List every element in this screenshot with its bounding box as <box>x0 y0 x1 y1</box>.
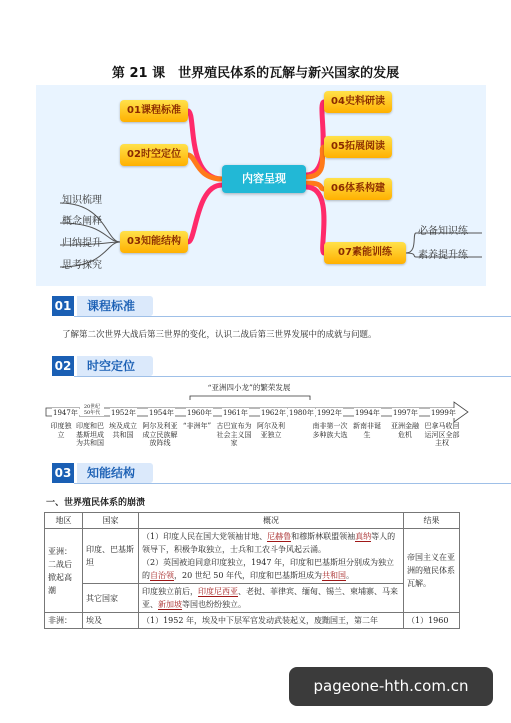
text-run: （2）英国被迫同意印度独立，1947 年，印度和巴基斯坦分别成为独立的自治领，20 世纪 50 年代，印度和巴基斯坦成为 <box>142 558 394 580</box>
text-run: 等国也纷纷独立。 <box>182 600 246 609</box>
table-cell-country: 其它国家 <box>83 584 139 613</box>
section-number: 03 <box>52 463 74 483</box>
section-label: 知能结构 <box>77 463 153 483</box>
node-extended-reading: 05拓展阅读 <box>324 136 392 158</box>
highlight-term: 印度尼西亚 <box>198 587 238 596</box>
section-rule <box>74 483 511 484</box>
node-knowledge-structure: 03知能结构 <box>120 231 188 253</box>
subheading: 一、世界殖民体系的崩溃 <box>46 498 146 508</box>
table-cell-country: 埃及 <box>83 613 139 629</box>
timeline-event: 亚洲金融危机 <box>391 422 419 439</box>
timeline-event: 新南非诞生 <box>353 422 381 439</box>
text-run: 和穆斯林联盟领袖 <box>291 532 356 541</box>
timeline-event: 阿尔及利亚成立民族解放阵线 <box>142 422 178 447</box>
mind-map <box>36 85 486 286</box>
leaf-inquiry: 思考探究 <box>62 260 102 271</box>
section-number: 02 <box>52 356 74 376</box>
text-run: 。 <box>346 571 354 580</box>
section-label: 课程标准 <box>77 296 153 316</box>
watermark: pageone-hth.com.cn <box>289 667 493 706</box>
timeline <box>40 382 480 462</box>
timeline-year: 1994年 <box>355 409 380 417</box>
highlight-term: 新加坡 <box>158 600 182 609</box>
leaf-knowledge-review: 知识梳理 <box>62 195 102 206</box>
curriculum-text: 了解第二次世界大战后第三世界的变化，认识二战后第三世界发展中的成就与问题。 <box>62 330 377 340</box>
node-literacy-training: 07素能训练 <box>324 242 406 264</box>
section-rule <box>74 316 511 317</box>
table-header: 结果 <box>404 513 460 529</box>
table-header: 地区 <box>45 513 83 529</box>
page-title: 第 21 课 世界殖民体系的瓦解与新兴国家的发展 <box>111 66 400 81</box>
timeline-event: 古巴宣布为社会主义国家 <box>216 422 252 447</box>
timeline-bracket-label: “亚洲四小龙”的繁荣发展 <box>207 383 291 392</box>
table-cell-region: 亚洲：二战后掀起高潮 <box>45 529 83 613</box>
leaf-literacy-practice: 素养提升练 <box>418 250 468 261</box>
timeline-year: 1997年 <box>393 409 418 417</box>
table-header-row <box>45 513 460 529</box>
section-rule <box>74 376 511 377</box>
timeline-year: 1992年 <box>317 409 342 417</box>
section-number: 01 <box>52 296 74 316</box>
node-timespace: 02时空定位 <box>120 144 188 166</box>
table-cell-region: 非洲： <box>45 613 83 629</box>
timeline-year: 1947年 <box>53 409 78 417</box>
timeline-event: “非洲年” <box>182 422 212 430</box>
timeline-event: 埃及成立共和国 <box>109 422 137 439</box>
highlight-term: 自治领 <box>150 571 174 580</box>
table-row <box>45 529 460 584</box>
highlight-term: 共和国 <box>322 571 346 580</box>
timeline-year: 20世纪50年代 <box>80 404 104 416</box>
text-run: 、老挝、菲律宾、缅甸、锡兰、柬埔寨、马来亚、 <box>142 587 398 609</box>
text-run: 印度独立前后， <box>142 587 198 596</box>
timeline-year: 1961年 <box>223 409 248 417</box>
table-cell-summary: （1）1952 年，埃及中下层军官发动武装起义，废黜国王，第二年 <box>139 613 404 629</box>
timeline-event: 阿尔及利亚独立 <box>257 422 285 439</box>
table-row <box>45 584 460 613</box>
timeline-year: 1980年 <box>289 409 314 417</box>
summary-paragraph <box>142 556 400 582</box>
table-cell-result: （1）1960 <box>404 613 460 629</box>
timeline-year: 1960年 <box>187 409 212 417</box>
table-header: 概况 <box>139 513 404 529</box>
leaf-essential-practice: 必备知识练 <box>418 226 468 237</box>
highlight-term: 尼赫鲁 <box>267 532 292 541</box>
table-cell-summary <box>139 584 404 613</box>
node-curriculum: 01课程标准 <box>120 100 188 122</box>
colonial-collapse-table <box>44 512 460 629</box>
timeline-event: 南非第一次多种族大选 <box>312 422 348 439</box>
table-cell-summary <box>139 529 404 584</box>
timeline-year: 1954年 <box>149 409 174 417</box>
timeline-year: 1999年 <box>431 409 456 417</box>
node-system-building: 06体系构建 <box>324 178 392 200</box>
timeline-event: 巴拿马收回运河区全部主权 <box>424 422 460 447</box>
text-run: 等人的领导下，积极争取独立，士兵和工农斗争风起云涌。 <box>142 532 396 554</box>
table-cell-result: 帝国主义在亚洲的殖民体系瓦解。 <box>404 529 460 613</box>
summary-paragraph <box>142 530 400 556</box>
table-cell-country: 印度、巴基斯坦 <box>83 529 139 584</box>
table-header: 国家 <box>83 513 139 529</box>
leaf-concept-explanation: 概念阐释 <box>62 216 102 227</box>
timeline-event: 印度独立 <box>50 422 72 439</box>
timeline-year: 1952年 <box>111 409 136 417</box>
leaf-induction: 归纳提升 <box>62 238 102 249</box>
timeline-year: 1962年 <box>261 409 286 417</box>
timeline-event: 印度和巴基斯坦成为共和国 <box>76 422 104 447</box>
text-run: （1）印度人民在国大党领袖甘地、 <box>142 532 268 541</box>
node-source-reading: 04史料研读 <box>324 91 392 113</box>
table-row <box>45 613 460 629</box>
center-node: 内容呈现 <box>222 165 306 193</box>
section-label: 时空定位 <box>77 356 153 376</box>
highlight-term: 真纳 <box>355 532 372 541</box>
